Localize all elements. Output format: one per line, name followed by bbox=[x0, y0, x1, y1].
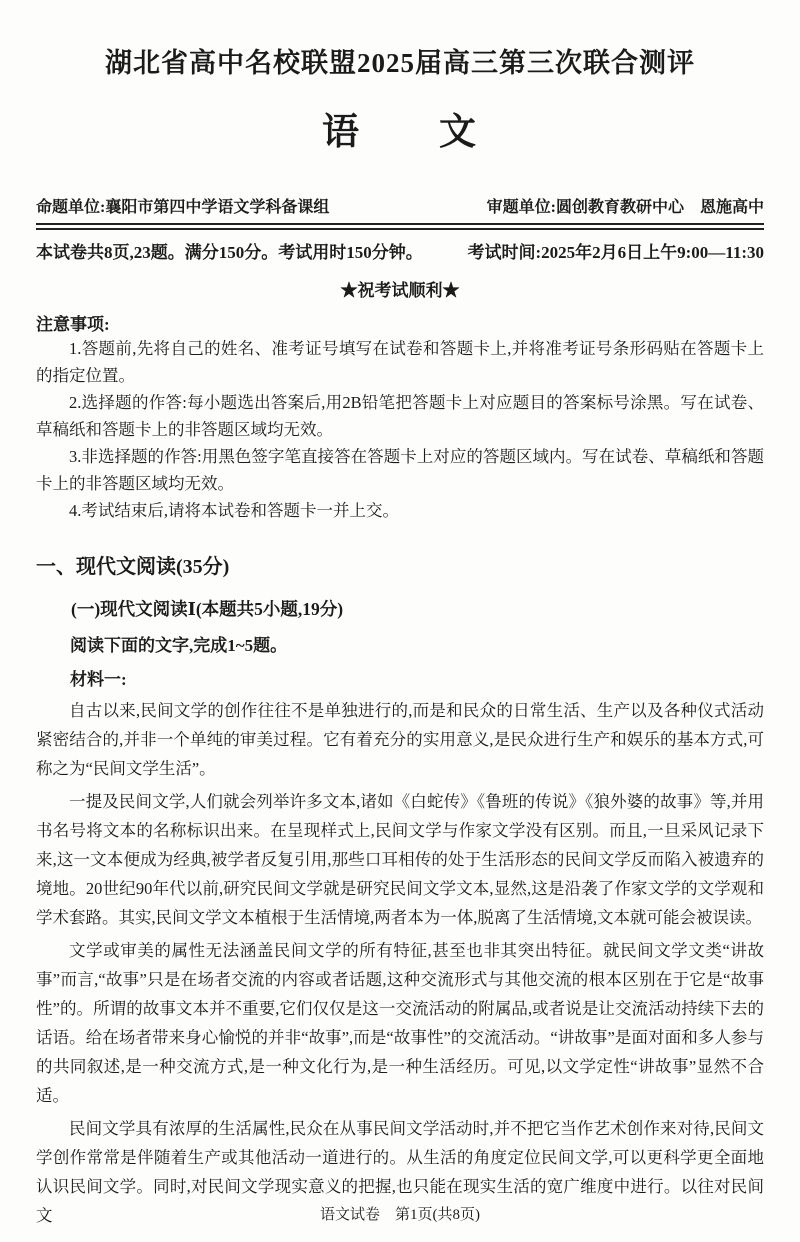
notice-item: 3.非选择题的作答:用黑色签字笔直接答在答题卡上对应的答题区域内。写在试卷、草稿纸和答题卡上的非答题区域均无效。 bbox=[36, 447, 764, 493]
page-footer: 语文试卷 第1页(共8页) bbox=[320, 1207, 480, 1223]
notice-item: 4.考试结束后,请将本试卷和答题卡一并上交。 bbox=[69, 501, 399, 520]
paper-meta: 本试卷共8页,23题。满分150分。考试用时150分钟。 bbox=[36, 243, 423, 262]
reading-section bbox=[36, 550, 764, 1230]
reading-instruction: 阅读下面的文字,完成1~5题。 bbox=[70, 635, 288, 655]
exam-time: 考试时间:2025年2月6日上午9:00—11:30 bbox=[467, 243, 764, 262]
notice-item: 1.答题前,先将自己的姓名、准考证号填写在试卷和答题卡上,并将准考证号条形码贴在答题卡上的指定位置。 bbox=[36, 339, 764, 385]
section-subheading: (一)现代文阅读Ⅰ(本题共5小题,19分) bbox=[71, 598, 344, 619]
setter-unit: 命题单位:襄阳市第四中学语文学科备课组 bbox=[36, 199, 330, 216]
notice-item: 2.选择题的作答:每小题选出答案后,用2B铅笔把答题卡上对应题目的答案标号涂黑。写在试卷、草稿纸和答题卡上的非答题区域均无效。 bbox=[36, 393, 764, 439]
notices-heading: 注意事项: bbox=[36, 315, 110, 334]
subject-title: 语 文 bbox=[322, 112, 478, 153]
exam-wish: ★祝考试顺利★ bbox=[340, 281, 460, 300]
section-heading: 一、现代文阅读(35分) bbox=[36, 556, 230, 578]
material-paragraph: 自古以来,民间文学的创作往往不是单独进行的,而是和民众的日常生活、生产以及各种仪式活动紧密结合的,并非一个单纯的审美过程。它有着充分的实用意义,是民众进行生产和娱乐的基本方式,可称之为“民间文学生活”。 bbox=[36, 700, 764, 778]
unit-info-row bbox=[36, 194, 764, 223]
notices-block bbox=[36, 310, 764, 524]
material-paragraph: 文学或审美的属性无法涵盖民间文学的所有特征,甚至也非其突出特征。就民间文学文类“讲故事”而言,“故事”只是在场者交流的内容或者话题,这种交流形式与其他交流的根本区别在于它是“故事性”的。所谓的故事文本并不重要,它们仅仅是这一交流活动的附属品,或者说是让交流活动持续下去的话语。给在场者带来身心愉悦的并非“故事”,而是“故事性”的交流活动。“讲故事”是面对面和多人参与的共同叙述,是一种交流方式,是一种文化行为,是一种生活经历。可见,以文学定性“讲故事”显然不合适。 bbox=[36, 940, 764, 1105]
divider-double-rule bbox=[36, 223, 764, 230]
reviewer-unit: 审题单位:圆创教育教研中心 恩施高中 bbox=[486, 199, 764, 216]
material-paragraph: 一提及民间文学,人们就会列举许多文本,诸如《白蛇传》《鲁班的传说》《狼外婆的故事》等,并用书名号将文本的名称标识出来。在呈现样式上,民间文学与作家文学没有区别。而且,一旦采风记录下来,这一文本便成为经典,被学者反复引用,那些口耳相传的处于生活形态的民间文学反而陷入被遗弃的境地。20世纪90年代以前,研究民间文学就是研究民间文学文本,显然,这是沿袭了作家文学的文学观和学术套路。其实,民间文学文本植根于生活情境,两者本为一体,脱离了生活情境,文本就可能会被误读。 bbox=[36, 791, 764, 927]
material-paragraph: 民间文学具有浓厚的生活属性,民众在从事民间文学活动时,并不把它当作艺术创作来对待,民间文学创作常常是伴随着生产或其他活动一道进行的。从生活的角度定位民间文学,可以更科学更全面地认识民间文学。同时,对民间文学现实意义的把握,也只能在现实生活的宽广维度中进行。以往对民间文 bbox=[36, 1118, 764, 1225]
material-label: 材料一: bbox=[70, 669, 127, 689]
exam-title: 湖北省高中名校联盟2025届高三第三次联合测评 bbox=[105, 48, 695, 78]
paper-meta-row bbox=[36, 238, 764, 263]
